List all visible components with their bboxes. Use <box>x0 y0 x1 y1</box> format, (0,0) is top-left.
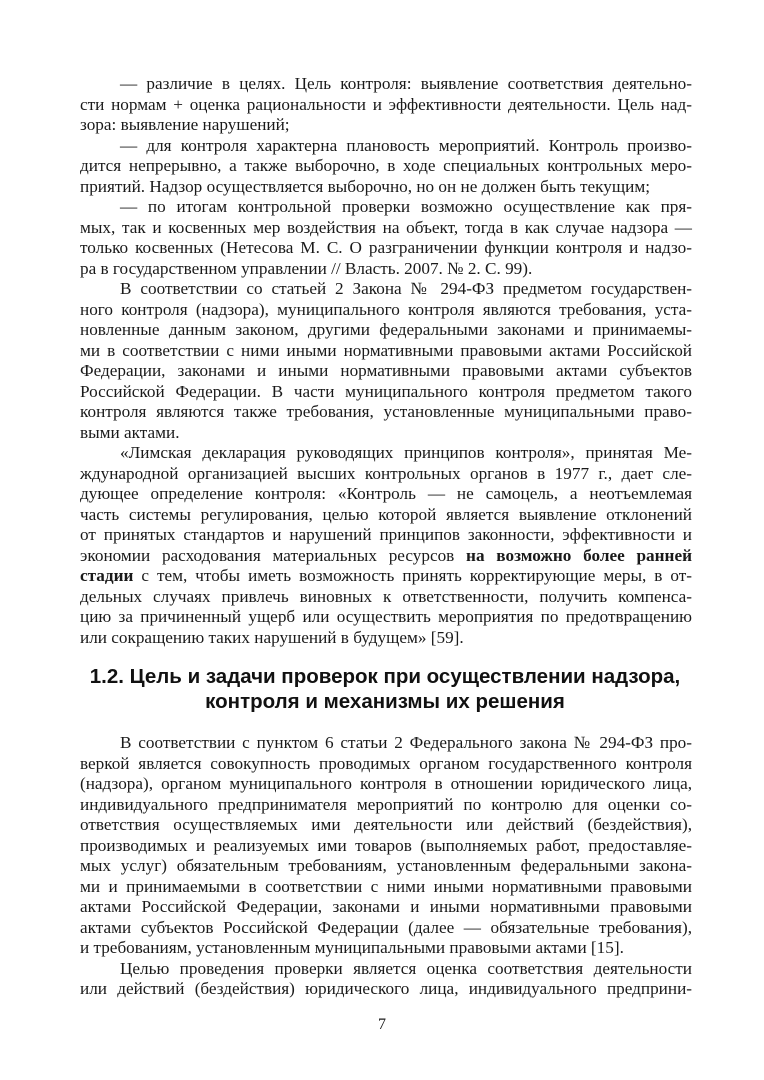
paragraph-line: или действий (бездействия) юридического лица, индивидуального предприни- <box>80 979 692 998</box>
paragraph-line: дельных случаях привлечь виновных к ответственности, получить компенса- <box>80 586 692 606</box>
paragraph-first-line: — для контроля характерна плановость мероприятий. Контроль произво- <box>120 135 692 155</box>
paragraph-first-line: В соответствии со статьей 2 Закона № 294-ФЗ предметом государствен- <box>120 279 692 298</box>
heading-line-1: 1.2. Цель и задачи проверок при осуществлении надзора, <box>89 665 681 688</box>
body-text-top <box>80 74 692 648</box>
paragraph-line: индивидуального предпринимателя мероприятий по контролю для оценки со- <box>80 794 692 814</box>
paragraph-line: дующее определение контроля: «Контроль — не самоцель, а неотъемлемая <box>80 484 692 503</box>
paragraph-line: ответствия осуществляемых ими деятельности или действий (бездействия), <box>80 815 692 834</box>
paragraph-line: выми актами. <box>80 422 180 442</box>
paragraph-line: мых услуг) обязательным требованиям, установленным федеральными закона- <box>80 856 692 875</box>
paragraph-first-line: «Лимская декларация руководящих принципов контроля», принятая Ме- <box>120 443 692 462</box>
paragraph-line: актами Российской Федерации, законами и иными нормативными правовыми <box>80 897 692 916</box>
paragraph-line <box>80 566 692 587</box>
paragraph-line: сти нормам + оценка рациональности и эффективности деятельности. Цель над- <box>80 94 692 114</box>
paragraph-first-line: — различие в целях. Цель контроля: выявление соответствия деятельно- <box>120 74 692 93</box>
paragraph-first-line: — по итогам контрольной проверки возможно осуществление как пря- <box>120 197 692 216</box>
section-heading <box>60 664 710 714</box>
paragraph-line: только косвенных (Нетесова М. С. О разграничении функции контроля и надзо- <box>80 238 692 257</box>
paragraph-line: приятий. Надзор осуществляется выборочно, но он не должен быть текущим; <box>80 176 650 196</box>
paragraph-line: Российской Федерации. В части муниципального контроля предметом такого <box>80 381 692 401</box>
paragraph-line: зора: выявление нарушений; <box>80 115 290 134</box>
paragraph-first-line: Целью проведения проверки является оценка соответствия деятельности <box>120 958 692 978</box>
text-segment: с тем, чтобы иметь возможность принять корректирующие меры, в от- <box>133 566 692 585</box>
page-number: 7 <box>378 1016 386 1033</box>
paragraph-line: ми и принимаемыми в соответствии с ними иными нормативными правовыми <box>80 876 692 896</box>
bold-emphasis: стадии <box>80 566 134 585</box>
paragraph-line: и требованиям, установленным муниципальными правовыми актами [15]. <box>80 938 624 957</box>
text-segment: экономии расходования материальных ресурсов <box>80 545 467 565</box>
paragraph-line: дится непрерывно, а также выборочно, в ходе специальных контрольных меро- <box>80 156 692 175</box>
paragraph-line: ного контроля (надзора), муниципального контроля являются требования, уста- <box>80 299 692 319</box>
paragraph-line: новленные данным законом, другими федеральными законами и принимаемы- <box>80 320 692 339</box>
paragraph-line: или сокращению таких нарушений в будущем» [59]. <box>80 627 464 647</box>
paragraph-line: (надзора), органом муниципального контроля в отношении юридического лица, <box>80 774 692 793</box>
paragraph-line: часть системы регулирования, целью которой является выявление отклонений <box>80 504 692 524</box>
paragraph-line: актами субъектов Российской Федерации (далее — обязательные требования), <box>80 917 692 937</box>
paragraph-line: производимых и реализуемых ими товаров (выполняемых работ, предоставляе- <box>80 835 692 855</box>
paragraph-line: веркой является совокупность проводимых органом государственного контроля <box>80 753 692 773</box>
paragraph-line <box>80 546 692 567</box>
body-text-bottom <box>80 733 692 1000</box>
heading-line-2: контроля и механизмы их решения <box>205 690 565 713</box>
paragraph-line: от принятых стандартов и нарушений принципов законности, эффективности и <box>80 525 692 544</box>
paragraph-line: мых, так и косвенных мер воздействия на объект, тогда в как случае надзора — <box>80 217 692 237</box>
paragraph-line: цию за причиненный ущерб или осуществить мероприятия по предотвращению <box>80 607 692 626</box>
paragraph-line: ра в государственном управлении // Власть. 2007. № 2. С. 99). <box>80 258 533 278</box>
paragraph-first-line: В соответствии с пунктом 6 статьи 2 Федерального закона № 294-ФЗ про- <box>120 733 692 752</box>
bold-emphasis: на возможно более ранней <box>466 545 692 565</box>
paragraph-line: ми в соответствии с ними иными нормативными правовыми актами Российской <box>80 340 692 360</box>
paragraph-line: контроля являются также требования, установленные муниципальными право- <box>80 402 692 421</box>
paragraph-line: Федерации, законами и иными нормативными правовыми актами субъектов <box>80 361 692 380</box>
paragraph-line: ждународной организацией высших контрольных органов в 1977 г., дает сле- <box>80 463 692 483</box>
